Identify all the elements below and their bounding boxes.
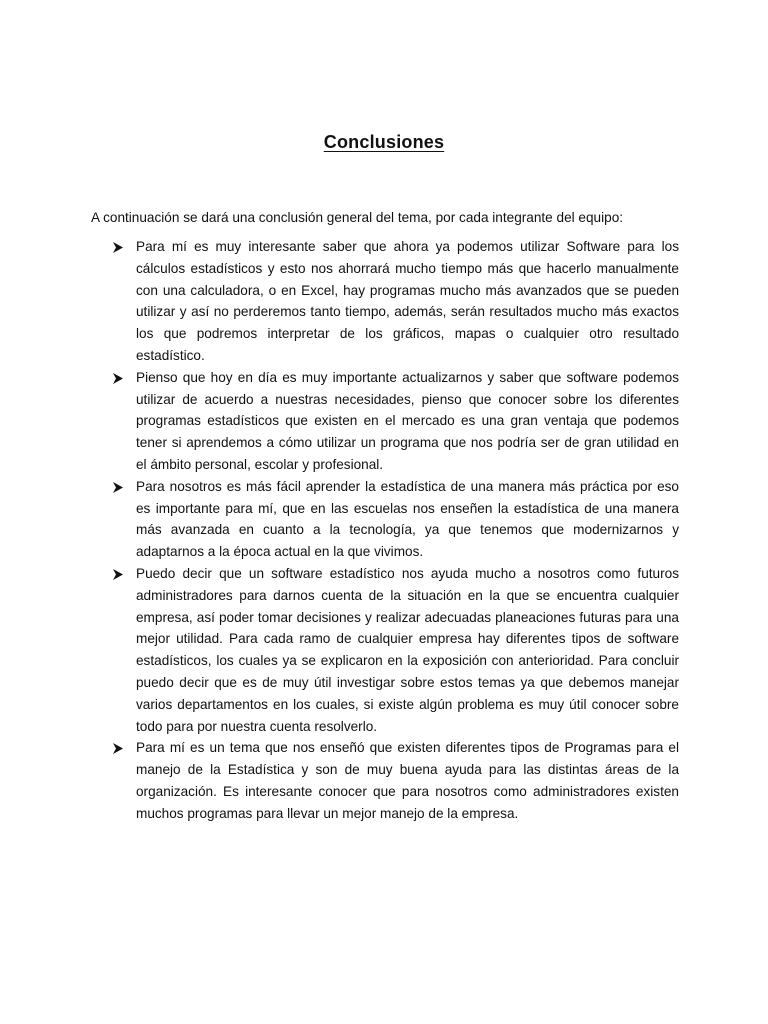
page-title: Conclusiones [323, 132, 445, 152]
list-item [110, 236, 679, 367]
arrowhead-bullet-icon [112, 482, 124, 493]
arrowhead-bullet-icon [112, 743, 124, 754]
list-item-text: Para nosotros es más fácil aprender la estadística de una manera más práctica por eso es importante para mí, que en las escuelas nos enseñen la estadística de una manera más avanzada en cuanto a la tecnología, ya que tenemos que modernizarnos y adaptarnos a la época actual en la que vivimos. [136, 478, 679, 560]
arrowhead-bullet-icon [112, 242, 124, 253]
list-item-text: Puedo decir que un software estadístico nos ayuda mucho a nosotros como futuros administradores para darnos cuenta de la situación en la que se encuentra cualquier empresa, así poder tomar decisiones y realizar adecuadas planeaciones futuras para una mejor utilidad. Para cada ramo de cualquier empresa hay diferentes tipos de software estadísticos, los cuales ya se explicaron en la exposición con anterioridad. Para concluir puedo decir que es de muy útil investigar sobre estos temas ya que debemos manejar varios departamentos en los cuales, si existe algún problema es muy útil conocer sobre todo para por nuestra cuenta resolverlo. [136, 565, 679, 734]
list-item-text: Pienso que hoy en día es muy importante actualizarnos y saber que software podemos utilizar de acuerdo a nuestras necesidades, pienso que conocer sobre los diferentes programas estadísticos que existen en el mercado es una gran ventaja que podemos tener si aprendemos a cómo utilizar un programa que nos podría ser de gran utilidad en el ámbito personal, escolar y profesional. [136, 369, 679, 472]
arrowhead-bullet-icon [112, 569, 124, 580]
list-item-text: Para mí es un tema que nos enseñó que existen diferentes tipos de Programas para el manejo de la Estadística y son de muy buena ayuda para las distintas áreas de la organización. Es interesante conocer que para nosotros como administradores existen muchos programas para llevar un mejor manejo de la empresa. [136, 740, 679, 821]
list-item-text: Para mí es muy interesante saber que ahora ya podemos utilizar Software para los cálculos estadísticos y esto nos ahorrará mucho tiempo más que hacerlo manualmente con una calculadora, o en Excel, hay programas mucho más avanzados que se pueden utilizar y así no perderemos tanto tiempo, además, serán resultados mucho más exactos los que podremos interpretar de los gráficos, mapas o cualquier otro resultado estadístico. [136, 239, 679, 363]
arrowhead-bullet-icon [112, 373, 124, 384]
conclusions-list [110, 236, 679, 825]
list-item [110, 563, 679, 737]
list-item [110, 737, 679, 824]
list-item [110, 367, 679, 476]
list-item [110, 476, 679, 563]
intro-paragraph: A continuación se dará una conclusión general del tema, por cada integrante del equipo: [91, 210, 624, 225]
